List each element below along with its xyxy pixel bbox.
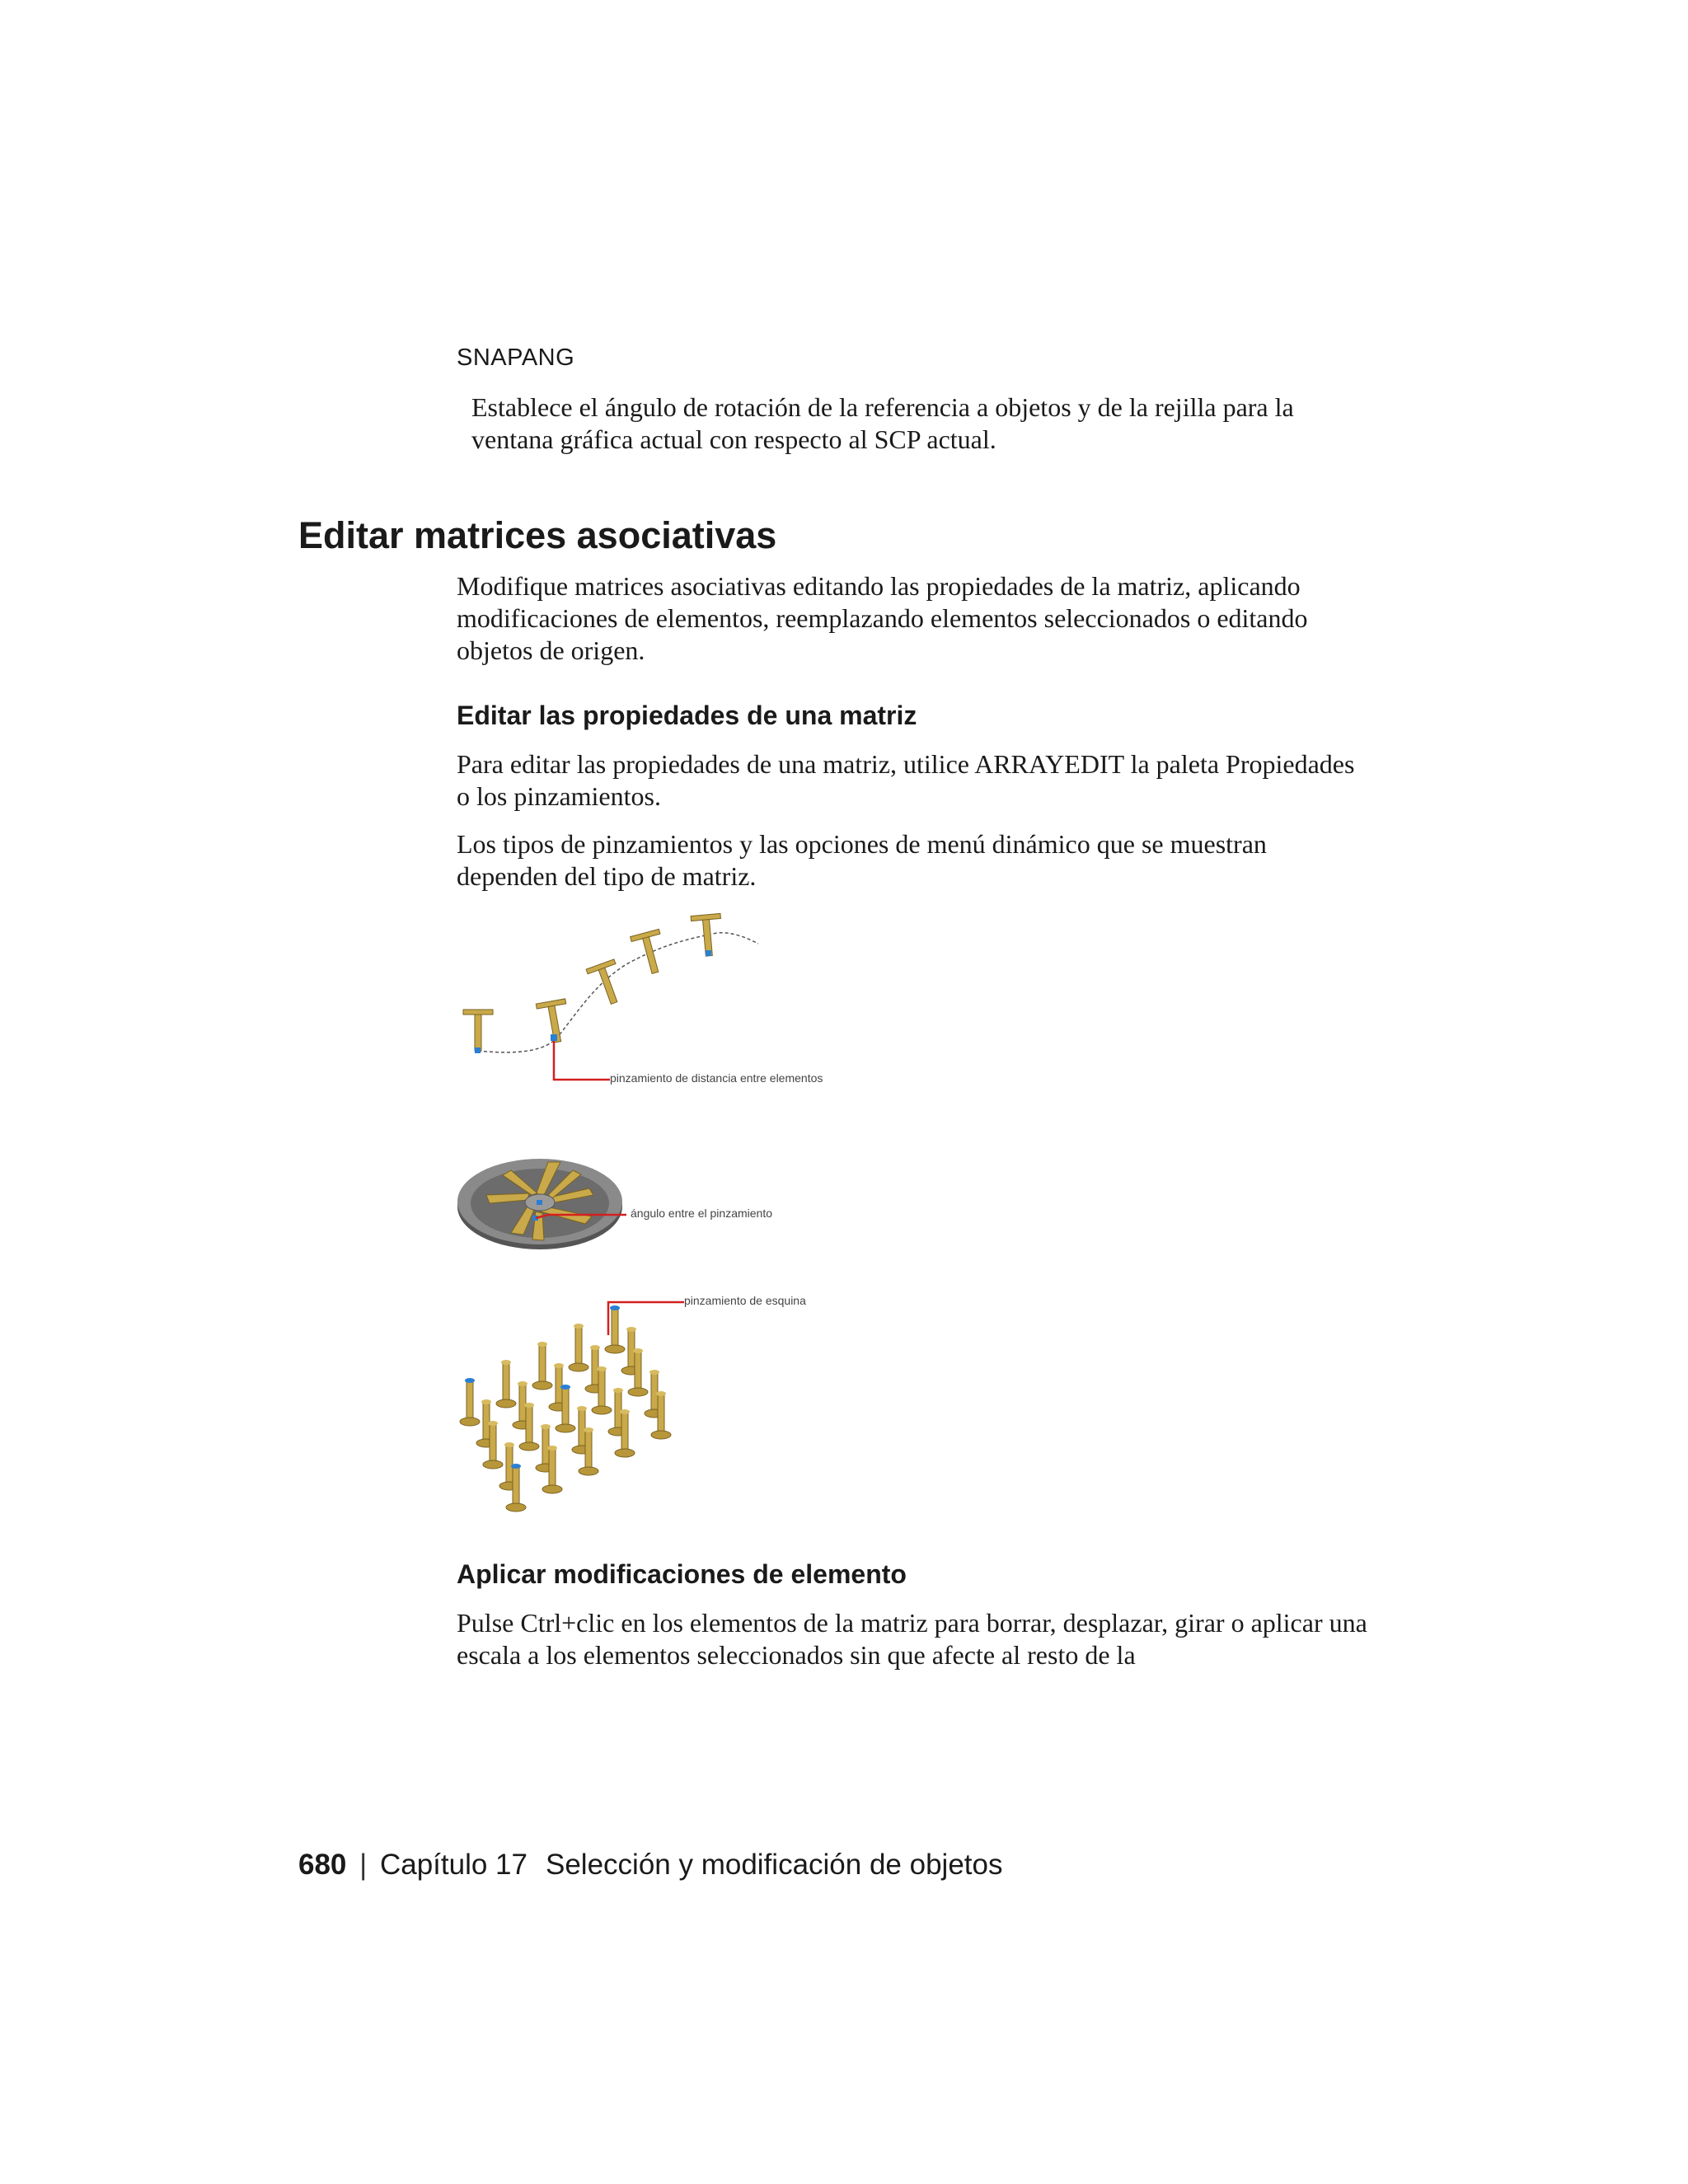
section-intro: Modifique matrices asociativas editando las propiedades de la matriz, aplicando modificaciones de elementos, reemplazando elementos seleccionados o editando objetos de origen. [457, 571, 1308, 665]
polar-array-drawing [453, 1137, 865, 1269]
page-number: 680 [298, 1849, 347, 1881]
footer-separator: | [359, 1849, 368, 1881]
rect-grip-label: pinzamiento de esquina [684, 1294, 806, 1307]
figure-path-array [453, 907, 882, 1104]
figure-rectangular-array [453, 1286, 865, 1525]
sysvar-description: Establece el ángulo de rotación de la referencia a objetos y de la rejilla para la ventana gráfica actual con respecto al SCP actual. [471, 392, 1294, 454]
paragraph-properties-2: Los tipos de pinzamientos y las opciones de menú dinámico que se muestran dependen del tipo de matriz. [457, 829, 1267, 891]
paragraph-item-modifications-1: Pulse Ctrl+clic en los elementos de la matriz para borrar, desplazar, girar o aplicar una escala a los elementos seleccionados sin que afecte al resto de la [457, 1608, 1367, 1670]
array-post [569, 1324, 588, 1371]
subsection-title-item-modifications: Aplicar modificaciones de elemento [457, 1559, 907, 1589]
path-grip-label: pinzamiento de distancia entre elementos [610, 1071, 823, 1085]
array-post [496, 1360, 516, 1408]
rect-array-drawing [453, 1286, 865, 1525]
footer-chapter: Capítulo 17 [379, 1849, 528, 1881]
sysvar-name: SNAPANG [457, 344, 575, 371]
subsection-title-properties: Editar las propiedades de una matriz [457, 701, 917, 730]
page-footer [298, 1849, 1002, 1882]
polar-grip-label: ángulo entre el pinzamiento [631, 1207, 773, 1220]
paragraph-properties-1: Para editar las propiedades de una matriz, utilice ARRAYEDIT la paleta Propiedades o los pinzamientos. [457, 749, 1355, 811]
figure-polar-array [453, 1137, 865, 1269]
array-post [460, 1378, 480, 1426]
footer-chapter-title: Selección y modificación de objetos [546, 1849, 1003, 1881]
section-title: Editar matrices asociativas [298, 514, 777, 556]
array-post [532, 1342, 552, 1390]
